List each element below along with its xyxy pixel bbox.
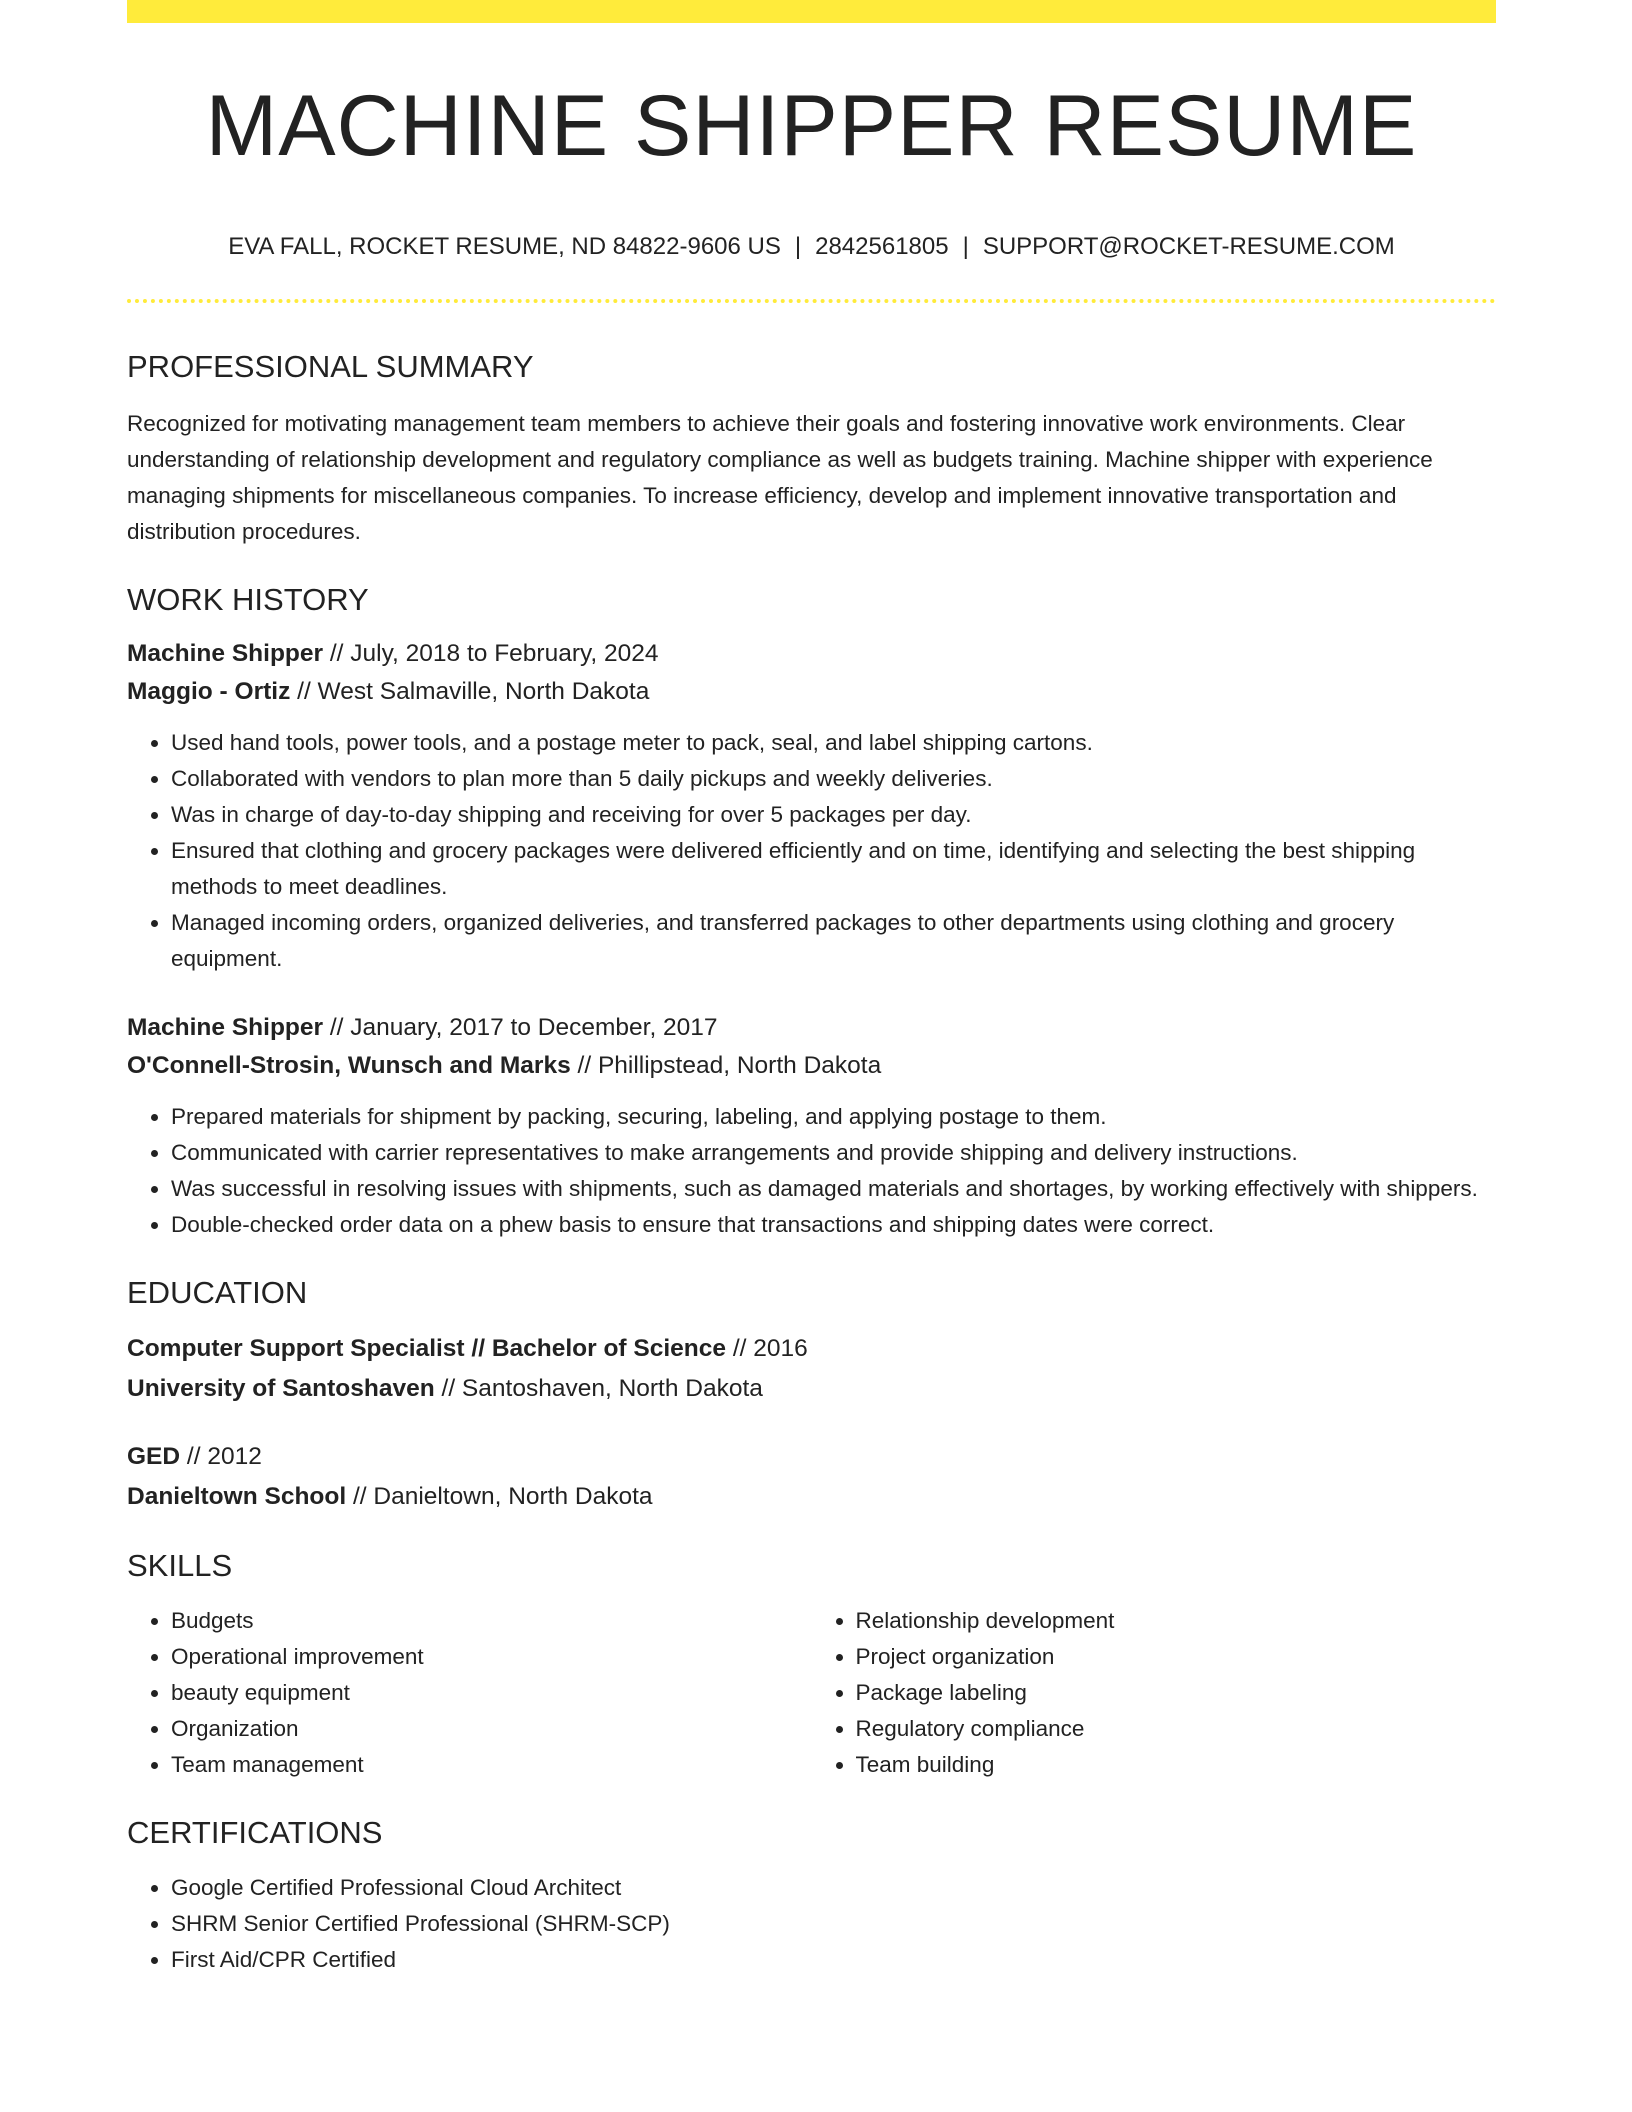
job-company-line (127, 1047, 1496, 1085)
school-line (127, 1370, 1496, 1408)
job-title: Machine Shipper (127, 1014, 324, 1041)
list-item: • Team building (856, 1747, 1497, 1783)
list-item: • Used hand tools, power tools, and a postage meter to pack, seal, and label shipping cartons. (171, 725, 1496, 761)
skills-section (127, 1550, 1496, 1783)
list-item: • Double-checked order data on a phew basis to ensure that transactions and shipping dates were correct. (171, 1207, 1496, 1243)
school-line (127, 1478, 1496, 1516)
job-title-line (127, 635, 1496, 673)
school-location: // Santoshaven, North Dakota (434, 1375, 763, 1402)
certifications-list (127, 1870, 1496, 1978)
school-location: // Danieltown, North Dakota (346, 1483, 653, 1510)
skills-list-left (127, 1603, 812, 1783)
job-location: // Phillipstead, North Dakota (570, 1052, 882, 1079)
degree-year: // 2012 (180, 1443, 262, 1470)
section-title-certifications: CERTIFICATIONS (127, 1815, 383, 1850)
list-item: • Team management (171, 1747, 812, 1783)
list-item: • SHRM Senior Certified Professional (SHRM-SCP) (171, 1906, 1496, 1942)
section-title-education: EDUCATION (127, 1275, 308, 1310)
degree-line (127, 1330, 1496, 1368)
job-dates: // January, 2017 to December, 2017 (323, 1014, 718, 1041)
job-entry (127, 635, 1496, 977)
list-item: • Relationship development (856, 1603, 1497, 1639)
dotted-divider (127, 299, 1496, 303)
work-section (127, 584, 1496, 1243)
contact-address: EVA FALL, ROCKET RESUME, ND 84822-9606 US (228, 233, 781, 260)
education-section (127, 1277, 1496, 1516)
list-item: • Was successful in resolving issues with shipments, such as damaged materials and shortages, by working effectively with shippers. (171, 1171, 1496, 1207)
list-item: • Ensured that clothing and grocery packages were delivered efficiently and on time, identifying and selecting the best shipping methods to meet deadlines. (171, 833, 1496, 905)
list-item: • First Aid/CPR Certified (171, 1942, 1496, 1978)
summary-text: Recognized for motivating management team members to achieve their goals and fostering innovative work environments. Clear understanding of relationship development and regulatory compliance as well as budgets training. Machine shipper with experience managing shipments for miscellaneous companies. To increase efficiency, develop and implement innovative transportation and distribution procedures. (127, 411, 1433, 544)
list-item: • Communicated with carrier representatives to make arrangements and provide shipping and delivery instructions. (171, 1135, 1496, 1171)
contact-separator: | (962, 233, 969, 260)
contact-phone: 2842561805 (815, 233, 949, 260)
degree-name: Computer Support Specialist // Bachelor of Science (127, 1335, 727, 1362)
degree-line (127, 1438, 1496, 1476)
job-company: Maggio - Ortiz (127, 678, 291, 705)
contact-email: SUPPORT@ROCKET-RESUME.COM (982, 233, 1395, 260)
school-name: University of Santoshaven (127, 1375, 435, 1402)
job-company: O'Connell-Strosin, Wunsch and Marks (127, 1052, 571, 1079)
degree-name: GED (127, 1443, 181, 1470)
job-bullets (127, 725, 1496, 977)
school-name: Danieltown School (127, 1483, 347, 1510)
list-item: • Operational improvement (171, 1639, 812, 1675)
list-item: • Was in charge of day-to-day shipping and receiving for over 5 packages per day. (171, 797, 1496, 833)
contact-separator: | (794, 233, 802, 260)
job-entry (127, 1009, 1496, 1243)
list-item: • Prepared materials for shipment by packing, securing, labeling, and applying postage to them. (171, 1099, 1496, 1135)
list-item: • Managed incoming orders, organized deliveries, and transferred packages to other departments using clothing and grocery equipment. (171, 905, 1496, 977)
list-item: • Regulatory compliance (856, 1711, 1497, 1747)
job-location: // West Salmaville, North Dakota (290, 678, 650, 705)
skills-list-right (812, 1603, 1497, 1783)
list-item: • beauty equipment (171, 1675, 812, 1711)
job-title-line (127, 1009, 1496, 1047)
job-title: Machine Shipper (127, 640, 324, 667)
list-item: • Google Certified Professional Cloud Architect (171, 1870, 1496, 1906)
list-item: • Project organization (856, 1639, 1497, 1675)
job-bullets (127, 1099, 1496, 1243)
job-dates: // July, 2018 to February, 2024 (323, 640, 659, 667)
section-title-skills: SKILLS (127, 1548, 233, 1583)
list-item: • Organization (171, 1711, 812, 1747)
contact-line (127, 233, 1496, 261)
certifications-section (127, 1817, 1496, 1978)
education-entry (127, 1330, 1496, 1408)
education-entry (127, 1438, 1496, 1516)
resume-title: MACHINE SHIPPER RESUME (205, 78, 1418, 174)
list-item: • Collaborated with vendors to plan more than 5 daily pickups and weekly deliveries. (171, 761, 1496, 797)
list-item: • Package labeling (856, 1675, 1497, 1711)
section-title-summary: PROFESSIONAL SUMMARY (127, 349, 534, 384)
section-title-work: WORK HISTORY (127, 582, 369, 617)
accent-bar (127, 0, 1496, 23)
list-item: • Budgets (171, 1603, 812, 1639)
resume-page (127, 0, 1496, 1978)
degree-year: // 2016 (726, 1335, 808, 1362)
skills-columns (127, 1603, 1496, 1783)
job-company-line (127, 673, 1496, 711)
summary-section (127, 351, 1496, 550)
